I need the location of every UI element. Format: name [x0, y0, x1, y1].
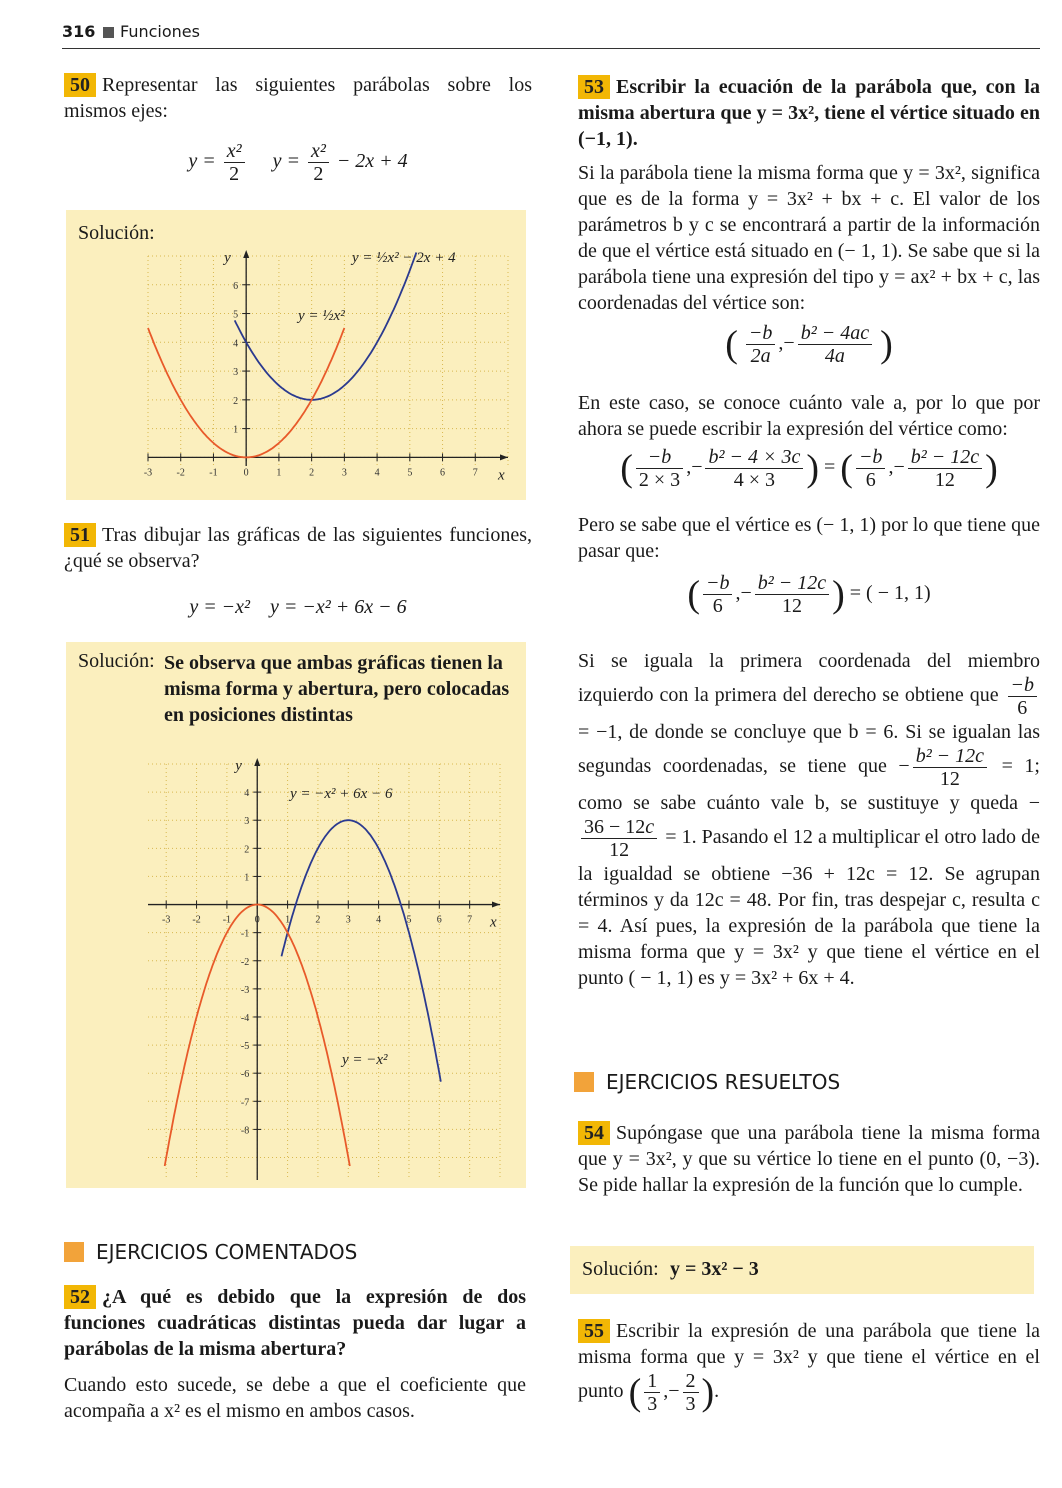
x-tick-label: -3 — [162, 914, 171, 926]
y-tick-label: 2 — [244, 844, 250, 856]
y-tick-label: 1 — [244, 872, 250, 884]
y-tick-label: -2 — [240, 956, 250, 968]
series-label: y = −x² + 6x − 6 — [290, 786, 393, 802]
y-tick-label: 6 — [233, 280, 239, 292]
x-tick-label: 3 — [341, 467, 347, 479]
exercise-52-question: 52 ¿A qué es debido que la expresión de dos funciones cuadráticas distintas pueda dar lugar a parábolas de la misma abertura? — [64, 1286, 526, 1360]
x-axis-label: x — [498, 467, 505, 484]
heading-square-icon — [574, 1072, 594, 1092]
x-tick-label: 7 — [467, 914, 473, 926]
solution-label: Solución: — [78, 222, 155, 244]
y-tick-label: 5 — [233, 309, 239, 321]
x-tick-label: 7 — [472, 467, 478, 479]
x-tick-label: 6 — [436, 914, 442, 926]
exercise-number: 51 — [64, 523, 96, 547]
exercise-54: 54 Supóngase que una parábola tiene la misma forma que y = 3x², y que su vértice lo tiene en el punto (0, −3). Se pide hallar la expresión de la función que lo cumple. — [578, 1122, 1040, 1196]
solution-box-51 — [66, 642, 526, 1188]
series-line — [235, 253, 417, 400]
y-tick-label: -5 — [240, 1041, 250, 1053]
x-tick-label: 2 — [309, 467, 315, 479]
x-tick-label: 0 — [243, 467, 249, 479]
page-header — [62, 20, 1040, 49]
solution-box-54 — [570, 1246, 1034, 1294]
y-tick-label: -1 — [240, 928, 250, 940]
exercise-text: Representar las siguientes parábolas sobre los mismos ejes: — [64, 74, 532, 122]
series-label: y = ½x² − 2x + 4 — [352, 250, 456, 266]
x-tick-label: 6 — [440, 467, 446, 479]
formula-tail: − 2x + 4 — [336, 150, 408, 173]
exercise-53-question: 53 Escribir la ecuación de la parábola que, con la misma abertura que y = 3x², tiene el vértice situado en (−1, 1). — [578, 76, 1040, 150]
y-tick-label: -4 — [240, 1012, 250, 1024]
y-tick-label: 2 — [233, 395, 239, 407]
fraction: $\frac{\text{x²}}{2}$ — [308, 140, 329, 185]
y-tick-label: -8 — [240, 1125, 250, 1137]
exercise-number: 52 — [64, 1285, 96, 1309]
series-label: y = −x² — [342, 1052, 388, 1068]
section-title: Funciones — [120, 22, 200, 41]
x-tick-label: 5 — [407, 467, 413, 479]
y-axis-label: y — [235, 758, 242, 774]
y-tick-label: -3 — [240, 984, 250, 996]
x-axis-label: x — [490, 914, 497, 931]
exercise-50 — [64, 72, 532, 124]
x-axis-arrow — [500, 454, 508, 460]
x-tick-label: -2 — [176, 467, 185, 479]
x-tick-label: 0 — [254, 914, 260, 926]
formula-lhs: y = — [188, 150, 216, 173]
exercise-number: 55 — [578, 1319, 610, 1343]
heading-square-icon — [64, 1242, 84, 1262]
x-tick-label: -1 — [222, 914, 232, 926]
y-tick-label: 3 — [244, 816, 250, 828]
formula-lhs: y = — [272, 150, 300, 173]
series-line — [282, 820, 441, 1081]
exercise-number: 54 — [578, 1121, 610, 1145]
solution-label: Solución: — [78, 650, 155, 672]
x-axis-arrow — [492, 902, 500, 908]
ex53-paragraph-2: En este caso, se conoce cuánto vale a, por lo que por ahora se puede escribir la expresión del vértice como: — [578, 392, 1040, 440]
x-tick-label: 1 — [285, 914, 291, 926]
exercise-55: 55 Escribir la expresión de una parábola que tiene la misma forma que y = 3x² y que tiene el vértice en el punto ( $\frac{1}{3}$ ,− $\frac{2}{3}$ ). — [578, 1320, 1040, 1415]
ex53-paragraph-1: Si la parábola tiene la misma forma que y = 3x², significa que es de la forma y = 3x² + bx + c. El valor de los parámetros b y c se encontrará a partir de la información de que el vértice está situado en (− 1, 1). Se sabe que si la parábola tiene una expresión del tipo y = ax² + bx + c, las coordenadas del vértice son: — [578, 162, 1040, 314]
y-tick-label: -6 — [240, 1069, 250, 1081]
ex50-formulas — [64, 140, 532, 185]
y-axis-arrow — [254, 758, 260, 766]
y-tick-label: 4 — [233, 338, 239, 350]
x-tick-label: 4 — [374, 467, 380, 479]
solution-box-50 — [66, 210, 526, 500]
y-tick-label: 4 — [244, 788, 250, 800]
x-tick-label: -2 — [192, 914, 201, 926]
y-axis-label: y — [224, 250, 231, 266]
exercise-52-answer: Cuando esto sucede, se debe a que el coeficiente que acompaña a x² es el mismo en ambos casos. — [64, 1374, 526, 1422]
y-tick-label: 1 — [233, 424, 239, 436]
exercise-number: 53 — [578, 75, 610, 99]
ex53-vertex-formula: ( $\frac{-b}{2a}$ ,− $\frac{\text{b² − 4ac}}{4a}$ ) — [725, 322, 893, 367]
x-tick-label: 1 — [276, 467, 282, 479]
ex53-paragraph-4: Si se iguala la primera coordenada del miembro izquierdo con la primera del derecho se obtiene que $\frac{-b}{6}$ = −1, de donde se concluye que b = 6. Si se igualan las segundas coordenadas, se tiene que − $\frac{\text{b² − 12c}}{12}$ = 1; como se sabe cuánto vale b, se sustituye y queda − $\frac{36 - 12c}{12}$ = 1. Pasando el 12 a multiplicar el otro lado de la igualdad se obtiene −36 + 12c = 12. Se agrupan términos y da 12c = 48. Por fin, tras despejar c, resulta c = 4. Así pues, la expresión de la parábola que tiene la misma forma que y = 3x² y que tiene el vértice en el punto ( − 1, 1) es y = 3x² + 6x + 4. — [578, 650, 1041, 989]
ex51-formula: y = −x² y = −x² + 6x − 6 — [189, 596, 407, 618]
x-tick-label: -1 — [209, 467, 218, 479]
chart-50 — [66, 210, 526, 500]
x-tick-label: 2 — [315, 914, 321, 926]
ex53-equation: ( $\frac{-b}{6}$ ,− $\frac{\text{b² − 12c}}{12}$ ) = ( − 1, 1) — [687, 572, 931, 617]
y-tick-label: -7 — [240, 1097, 250, 1109]
x-tick-label: -3 — [143, 467, 153, 479]
fraction: $\frac{\text{x²}}{2}$ — [224, 140, 245, 185]
header-square-icon — [103, 27, 114, 38]
ex53-vertex-formula-2: ( $\frac{-b}{2 \times 3}$ ,− $\frac{\text{b² − 4 × 3c}}{4 \times 3}$ ) = ( $\frac{-b}{6}$ ,− $\frac{\text{b² − 12c}}{12}$ ) — [620, 446, 998, 491]
solution-text: Se observa que ambas gráficas tienen la misma forma y abertura, pero colocadas en posiciones distintas — [164, 652, 510, 726]
exercise-number: 50 — [64, 73, 96, 97]
x-tick-label: 5 — [406, 914, 412, 926]
chart-51 — [66, 642, 526, 1188]
page-number: 316 — [62, 22, 96, 41]
solution-text: y = 3x² − 3 — [670, 1258, 759, 1280]
section-heading-comentados: EJERCICIOS COMENTADOS — [64, 1240, 357, 1264]
y-axis-arrow — [243, 250, 249, 258]
exercise-51 — [64, 522, 532, 574]
section-heading-resueltos: EJERCICIOS RESUELTOS — [574, 1070, 840, 1094]
series-label: y = ½x² — [298, 308, 345, 324]
x-tick-label: 4 — [376, 914, 382, 926]
ex53-paragraph-3: Pero se sabe que el vértice es (− 1, 1) por lo que tiene que pasar que: — [578, 514, 1040, 562]
x-tick-label: 3 — [345, 914, 351, 926]
y-tick-label: 3 — [233, 367, 239, 379]
solution-label: Solución: — [582, 1258, 659, 1280]
exercise-text: Tras dibujar las gráficas de las siguientes funciones, ¿qué se observa? — [64, 524, 532, 572]
